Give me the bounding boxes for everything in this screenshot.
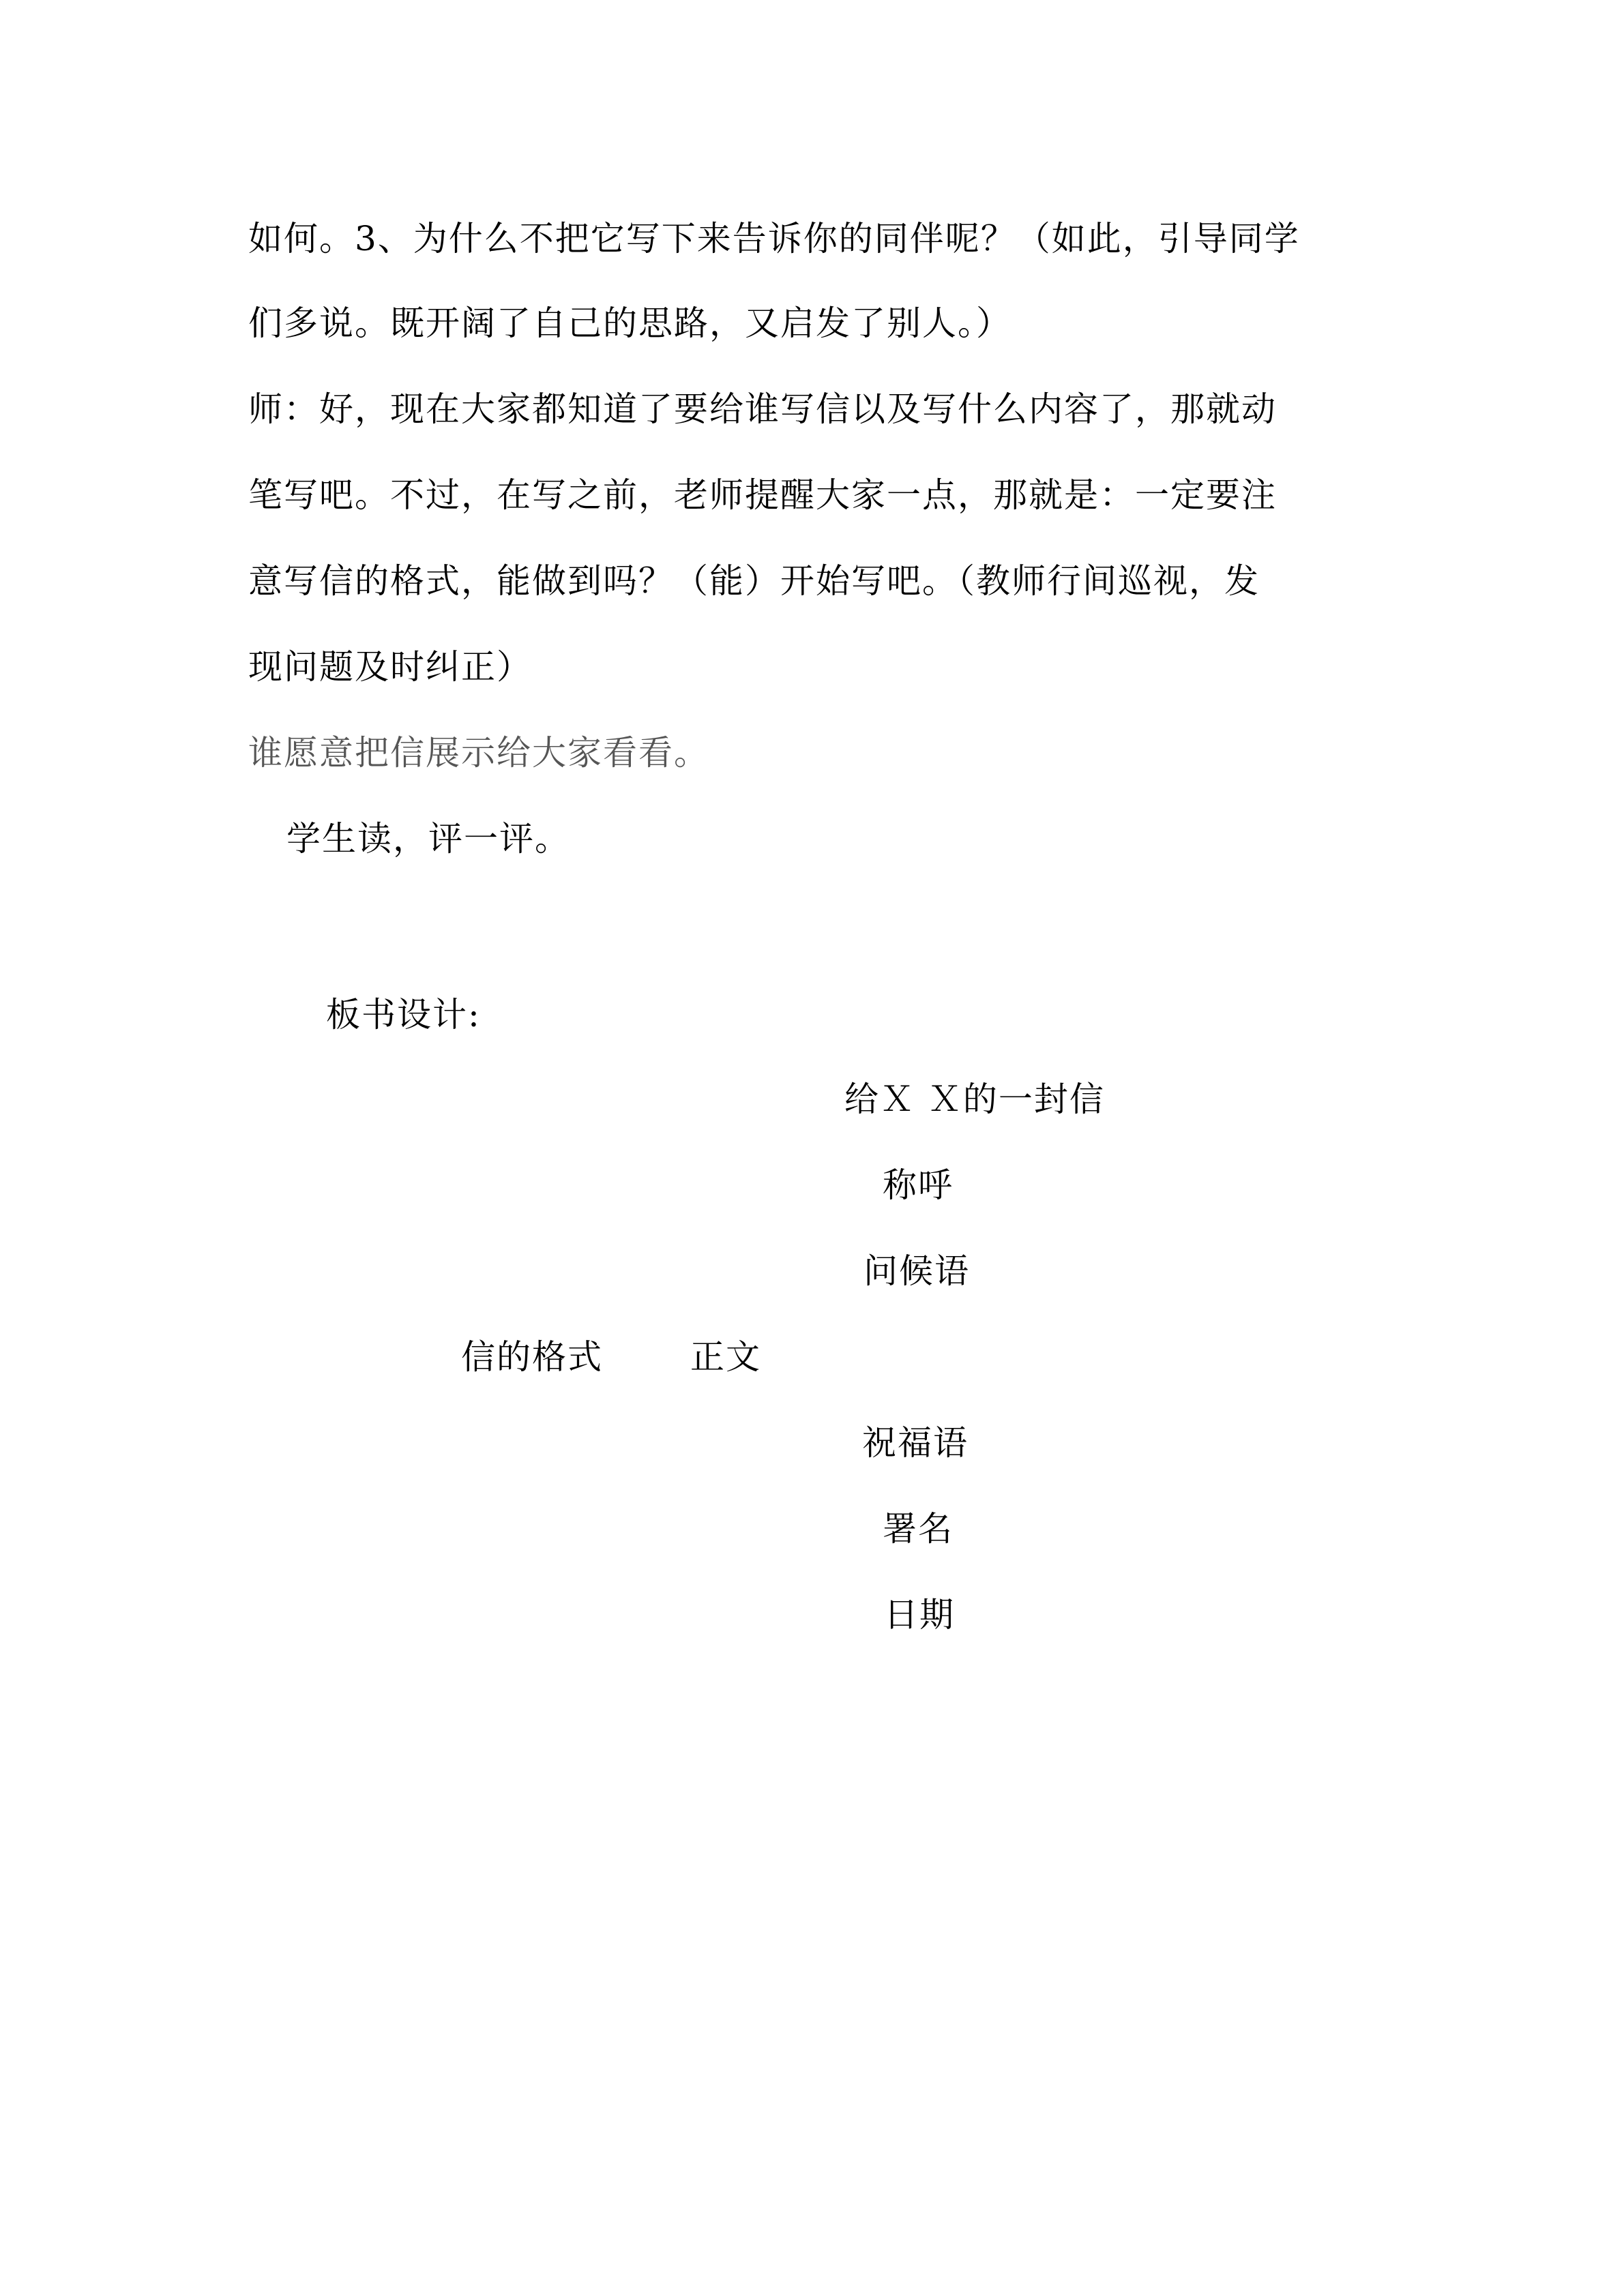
paragraph-line-2: 们多说。既开阔了自己的思路，又启发了别人。） [248,303,1012,343]
paragraph-line-3: 师：好，现在大家都知道了要给谁写信以及写什么内容了，那就动 [248,389,1277,429]
board-heading: 板书设计: [326,995,481,1034]
board-date: 日期 [884,1595,955,1635]
board-title: 给Ｘ Ｘ的一封信 [844,1079,1105,1119]
paragraph-line-1: 如何。3、为什么不把它写下来告诉你的同伴呢？（如此，引导同学 [248,219,1300,258]
board-main-text: 正文 [690,1337,761,1377]
board-signature: 署名 [883,1509,954,1549]
paragraph-line-4: 笔写吧。不过，在写之前，老师提醒大家一点，那就是：一定要注 [248,475,1277,515]
board-blessing: 祝福语 [862,1423,969,1463]
paragraph-line-6: 现问题及时纠正） [248,647,532,687]
paragraph-line-5: 意写信的格式，能做到吗？（能）开始写吧。（教师行间巡视，发 [248,561,1260,601]
paragraph-line-7: 谁愿意把信展示给大家看看。 [248,733,709,773]
board-greeting: 称呼 [883,1165,954,1205]
board-format-label: 信的格式 [461,1337,603,1377]
board-regards: 问候语 [863,1251,970,1291]
paragraph-line-8: 学生读，评一评。 [286,819,570,859]
